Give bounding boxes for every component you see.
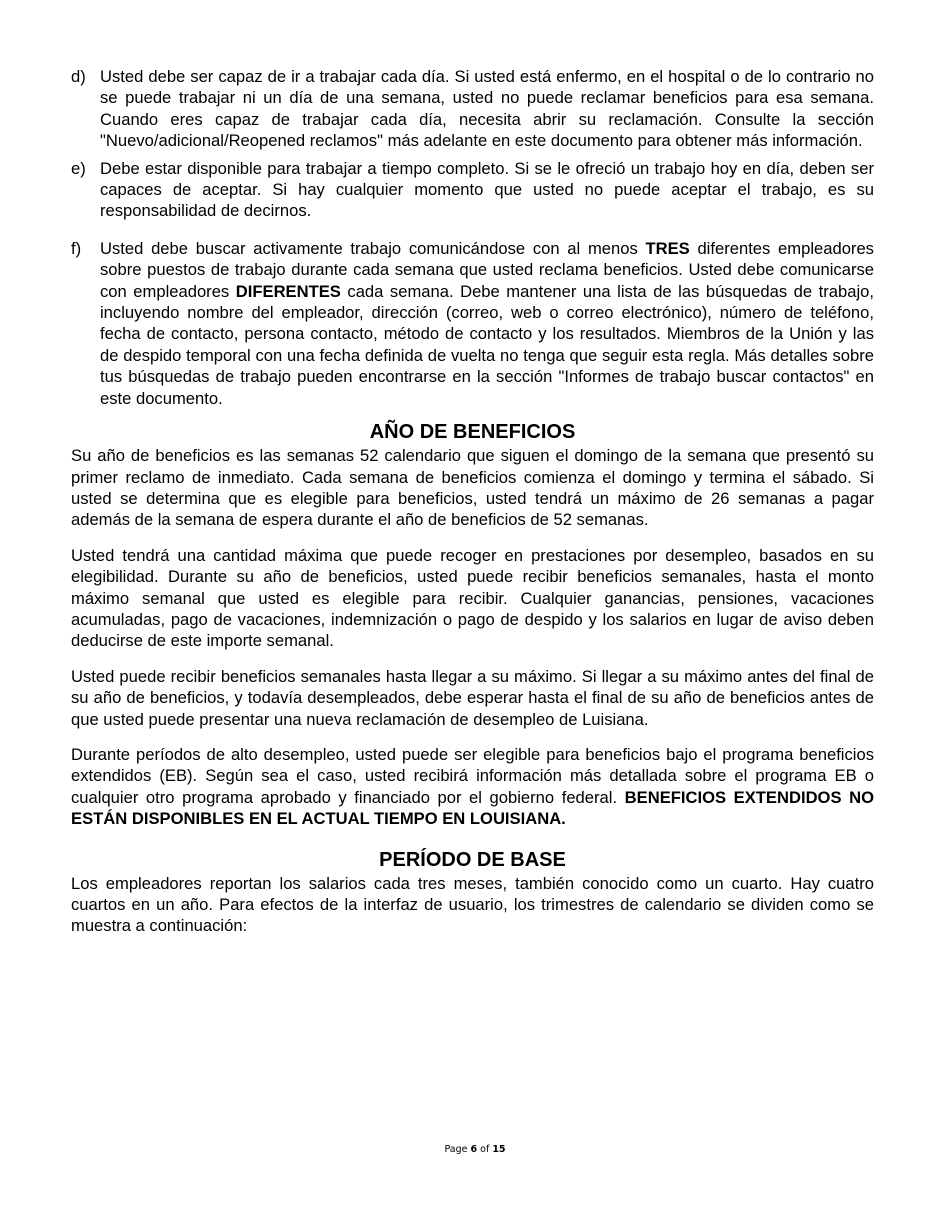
paragraph: Usted puede recibir beneficios semanales hasta llegar a su máximo. Si llegar a su máximo antes del final de su año de beneficios, y todavía desempleados, debe esperar hasta el final de su año de beneficios antes de que usted puede presentar una nueva reclamación de desempleo de Luisiana. xyxy=(71,666,874,729)
heading-base-period: PERÍODO DE BASE xyxy=(379,848,566,871)
list-item xyxy=(71,158,874,222)
list-item-text: Usted debe ser capaz de ir a trabajar cada día. Si usted está enfermo, en el hospital o de lo contrario no se puede trabajar ni un día de una semana, usted no puede reclamar beneficios para esa semana. Cuando eres capaz de trabajar cada día, necesita abrir su reclamación. Consulte la sección "Nuevo/adicional/Reopened reclamos" más adelante en este documento para obtener más información. xyxy=(100,67,874,151)
list-item xyxy=(71,66,874,152)
document-page xyxy=(71,66,874,937)
list-item-text: Debe estar disponible para trabajar a tiempo completo. Si se le ofreció un trabajo hoy en día, deben ser capaces de aceptar. Si hay cualquier momento que usted no puede aceptar el trabajo, es su responsabilidad de decirnos. xyxy=(100,158,874,221)
list-item xyxy=(71,238,874,409)
eligibility-list xyxy=(71,66,874,409)
paragraph: Su año de beneficios es las semanas 52 calendario que siguen el domingo de la semana que presentó su primer reclamo de inmediato. Cada semana de beneficios comienza el domingo y termina el sábado. Si usted se determina que es elegible para beneficios, usted tendrá un máximo de 26 semanas a pagar además de la semana de espera durante el año de beneficios de 52 semanas. xyxy=(71,446,874,530)
emphasis-diferentes: DIFERENTES xyxy=(235,281,341,301)
footer-current-page: 6 xyxy=(470,1144,478,1155)
list-item-text-part: Usted debe buscar activamente trabajo comunicándose con al menos xyxy=(100,238,646,258)
list-item-text-part: cada semana. Debe mantener una lista de las búsquedas de trabajo, incluyendo nombre del empleador, dirección (correo, web o correo electrónico), número de teléfono, fecha de contacto, persona contacto, método de contacto y los resultados. Miembros de la Unión y las de despido temporal con una fecha definida de vuelta no tenga que seguir esta regla. Más detalles sobre tus búsquedas de trabajo pueden encontrarse en la sección "Informes de trabajo buscar contactos" en este documento. xyxy=(100,281,874,408)
extended-benefits-notice: BENEFICIOS EXTENDIDOS NO ESTÁN DISPONIBLES EN EL ACTUAL TIEMPO EN LOUISIANA. xyxy=(71,787,874,829)
list-marker: f) xyxy=(71,238,82,258)
paragraph: Usted tendrá una cantidad máxima que puede recoger en prestaciones por desempleo, basados en su elegibilidad. Durante su año de beneficios, usted puede recibir beneficios semanales, hasta el monto máximo semanal que usted es elegible para recibir. Cualquier ganancias, pensiones, vacaciones acumuladas, pago de vacaciones, indemnización o pago de despido y los salarios en lugar de aviso deben deducirse de este importe semanal. xyxy=(71,545,874,651)
list-marker: d) xyxy=(71,67,86,86)
footer-total-pages: 15 xyxy=(492,1144,506,1155)
heading-benefit-year: AÑO DE BENEFICIOS xyxy=(369,421,576,444)
paragraph: Los empleadores reportan los salarios cada tres meses, también conocido como un cuarto. Hay cuatro cuartos en un año. Para efectos de la interfaz de usuario, los trimestres de calendario se dividen como se muestra a continuación: xyxy=(71,873,874,936)
emphasis-tres: TRES xyxy=(645,238,690,258)
footer-of-word: of xyxy=(477,1144,493,1155)
list-item-text-part: diferentes empleadores sobre puestos de trabajo durante cada semana que usted reclama beneficios. Usted debe comunicarse con empleadores xyxy=(100,238,874,301)
footer-page-word: Page xyxy=(444,1144,471,1155)
paragraph xyxy=(71,744,874,830)
page-footer xyxy=(0,1139,950,1160)
paragraph-text: Durante períodos de alto desempleo, usted puede ser elegible para beneficios bajo el programa beneficios extendidos (EB). Según sea el caso, usted recibirá información más detallada sobre el programa EB o cualquier otro programa aprobado y financiado por el gobierno federal. xyxy=(71,744,874,807)
list-marker: e) xyxy=(71,158,86,178)
